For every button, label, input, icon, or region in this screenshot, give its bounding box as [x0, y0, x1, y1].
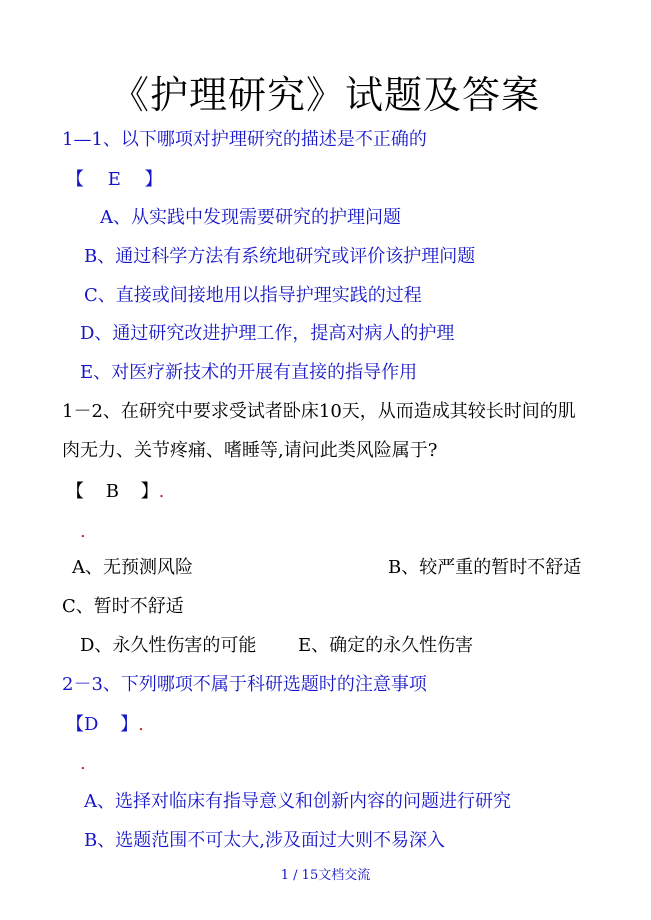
page-footer: 1 / 15文档交流 — [280, 868, 371, 883]
answer-2 — [66, 480, 164, 504]
q3-option-a: A、选择对临床有指导意义和创新内容的问题进行研究 — [84, 791, 511, 812]
stray-dot-2: . — [80, 521, 86, 542]
q3-option-b: B、选题范围不可太大,涉及面过大则不易深入 — [84, 830, 445, 851]
q1-option-c: C、直接或间接地用以指导护理实践的过程 — [84, 285, 422, 306]
q1-option-b: B、通过科学方法有系统地研究或评价该护理问题 — [84, 246, 476, 267]
answer-1: 【 E 】 — [66, 169, 163, 190]
q1-option-e: E、对医疗新技术的开展有直接的指导作用 — [80, 362, 418, 383]
answer-2-text: 【 B 】 — [66, 481, 159, 502]
q2-option-d: D、永久性伤害的可能 — [80, 635, 257, 656]
answer-3-dot: . — [138, 714, 144, 735]
answer-3 — [66, 713, 144, 737]
question-1: 1—1、以下哪项对护理研究的描述是不正确的 — [62, 129, 427, 150]
document-title: 《护理研究》试题及答案 — [110, 73, 540, 117]
answer-3-text: 【D 】 — [66, 714, 139, 735]
q1-option-a: A、从实践中发现需要研究的护理问题 — [100, 207, 401, 228]
question-2-line-1: 1－2、在研究中要求受试者卧床10天，从而造成其较长时间的肌 — [62, 401, 576, 422]
question-3: 2－3、下列哪项不属于科研选题时的注意事项 — [62, 674, 427, 695]
q2-option-e: E、确定的永久性伤害 — [298, 635, 474, 656]
stray-dot-3: . — [80, 753, 86, 774]
q2-option-a: A、无预测风险 — [72, 557, 193, 578]
q2-option-b: B、较严重的暂时不舒适 — [388, 557, 582, 578]
q1-option-d: D、通过研究改进护理工作，提高对病人的护理 — [80, 323, 455, 344]
answer-2-dot: . — [158, 481, 165, 502]
q2-option-c: C、暂时不舒适 — [62, 596, 184, 617]
question-2-line-2: 肉无力、关节疼痛、嗜睡等,请问此类风险属于? — [62, 440, 438, 461]
